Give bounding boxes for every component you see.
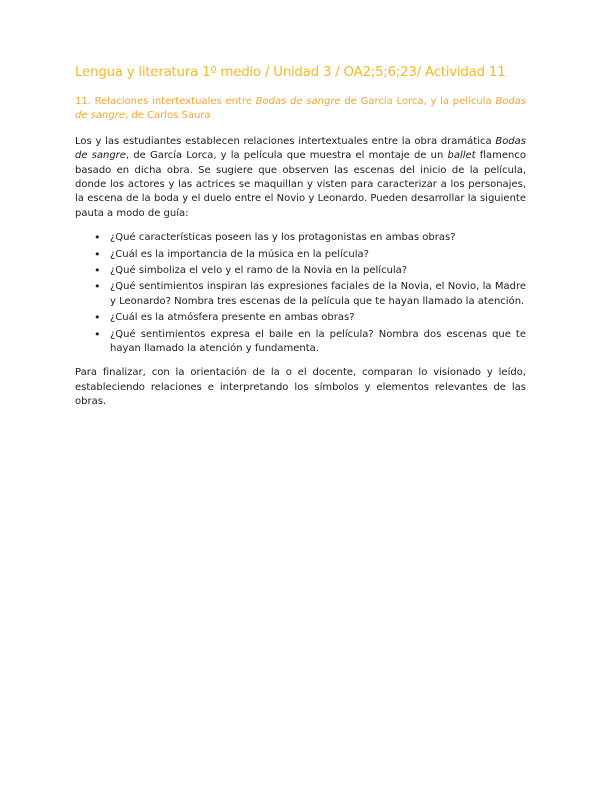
guide-question-item: • ¿Cuál es la importancia de la música en la película? xyxy=(110,248,526,262)
guide-question-item: • ¿Qué sentimientos inspiran las expresiones faciales de la Novia, el Novio, la Madre y Leonardo? Nombra tres escenas de la película que te hayan llamado la atención. xyxy=(110,280,526,309)
intro-text: , de García Lorca, y la película que muestra el montaje de un xyxy=(125,150,448,162)
page-title: Lengua y literatura 1º medio / Unidad 3 / OA2;5;6;23/ Actividad 11 xyxy=(75,64,506,80)
guide-question-item: • ¿Cuál es la atmósfera presente en ambas obras? xyxy=(110,311,526,325)
activity-subtitle xyxy=(75,95,526,124)
guide-question-item: • ¿Qué características poseen las y los protagonistas en ambas obras? xyxy=(110,231,526,245)
guide-question-item: • ¿Qué sentimientos expresa el baile en la película? Nombra dos escenas que te hayan llamado la atención y fundamenta. xyxy=(110,328,526,357)
work-title-italic: Bodas de sangre xyxy=(75,95,526,122)
subtitle-text: 11. Relaciones intertextuales entre xyxy=(75,95,256,107)
guide-question-item: • ¿Qué simboliza el velo y el ramo de la Novia en la película? xyxy=(110,264,526,278)
work-title-italic: Bodas de sangre xyxy=(255,95,341,107)
intro-text: Los y las estudiantes establecen relaciones intertextuales entre la obra dramática xyxy=(75,135,496,147)
closing-paragraph: Para finalizar, con la orientación de la o el docente, comparan lo visionado y leído, estableciendo relaciones e interpretando los símbolos y elementos relevantes de las obras. xyxy=(75,367,526,408)
guide-questions-list xyxy=(75,231,526,356)
intro-text: flamenco basado en dicha obra. Se sugiere que observen las escenas del inicio de la película, donde los actores y las actrices se maquillan y visten para caracterizar a los personajes, la escena de la boda y el duelo entre el Novio y Leonardo. Pueden desarrollar la siguiente pauta a modo de guía: xyxy=(75,150,527,219)
subtitle-text: de García Lorca, y la película xyxy=(340,95,496,107)
subtitle-text: , de Carlos Saura xyxy=(124,110,211,122)
foreign-word-italic: ballet xyxy=(447,150,476,162)
intro-paragraph xyxy=(75,135,526,221)
work-title-italic: Bodas de sangre xyxy=(75,135,526,162)
